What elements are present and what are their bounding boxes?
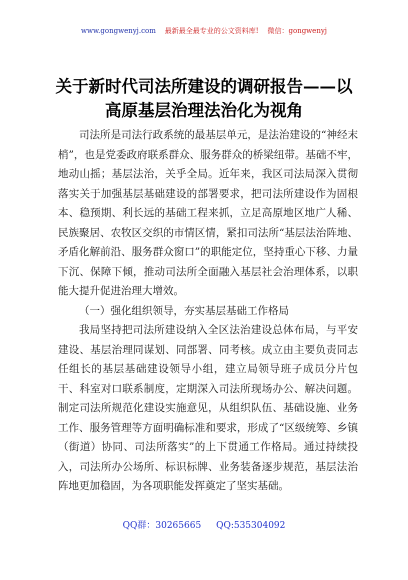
page-footer xyxy=(0,520,408,532)
page-header xyxy=(0,26,408,36)
document-title xyxy=(30,75,378,123)
section-paragraph: 我局坚持把司法所建设纳入全区法治建设总体布局，与平安建设、基层治理同谋划、同部署、同考核。成立由主要负责同志任组长的基层基础建设领导小组，建立局领导班子成员分片包干、科室对口联系制度，定期深入司法所现场办公、解决问题。制定司法所规范化建设实施意见，从组织队伍、基础设施、业务工作、服务管理等方面明确标准和要求，形成了“区级统筹、乡镇（街道）协同、司法所落实”的上下贯通工作格局。通过持续投入，司法所办公场所、标识标牌、业务装备逐步规范，基层法治阵地更加稳固，为各项职能发挥奠定了坚实基础。 xyxy=(58,324,358,492)
footer-qq: QQ:535304092 xyxy=(216,521,286,531)
header-site[interactable]: www.gongwenyj.com xyxy=(81,27,156,35)
header-wechat: 微信：gongwenyj xyxy=(267,27,327,35)
section-heading: （一）强化组织领导，夯实基层基础工作格局 xyxy=(79,304,289,317)
document-body xyxy=(58,126,358,497)
title-line-2: 高原基层治理法治化为视角 xyxy=(105,101,303,120)
footer-qq-group: QQ群：30265665 xyxy=(122,521,202,531)
intro-paragraph: 司法所是司法行政系统的最基层单元，是法治建设的“神经末梢”，也是党委政府联系群众、服务群众的桥梁纽带。基础不牢，地动山摇；基层法治，关乎全局。近年来，我区司法局深入贯彻落实关于加强基层基础建设的部署要求，把司法所建设作为固根本、稳预期、利长远的基础工程来抓，立足高原地区地广人稀、民族聚居、农牧区交织的市情区情，紧扣司法所“基层法治阵地、矛盾化解前沿、服务群众窗口”的职能定位，坚持重心下移、力量下沉、保障下倾，推动司法所全面融入基层社会治理体系，以职能大提升促进治理大增效。 xyxy=(58,129,358,297)
header-slogan: 最新最全最专业的公文资料库! xyxy=(164,27,259,35)
title-line-1: 关于新时代司法所建设的调研报告——以 xyxy=(55,77,353,96)
